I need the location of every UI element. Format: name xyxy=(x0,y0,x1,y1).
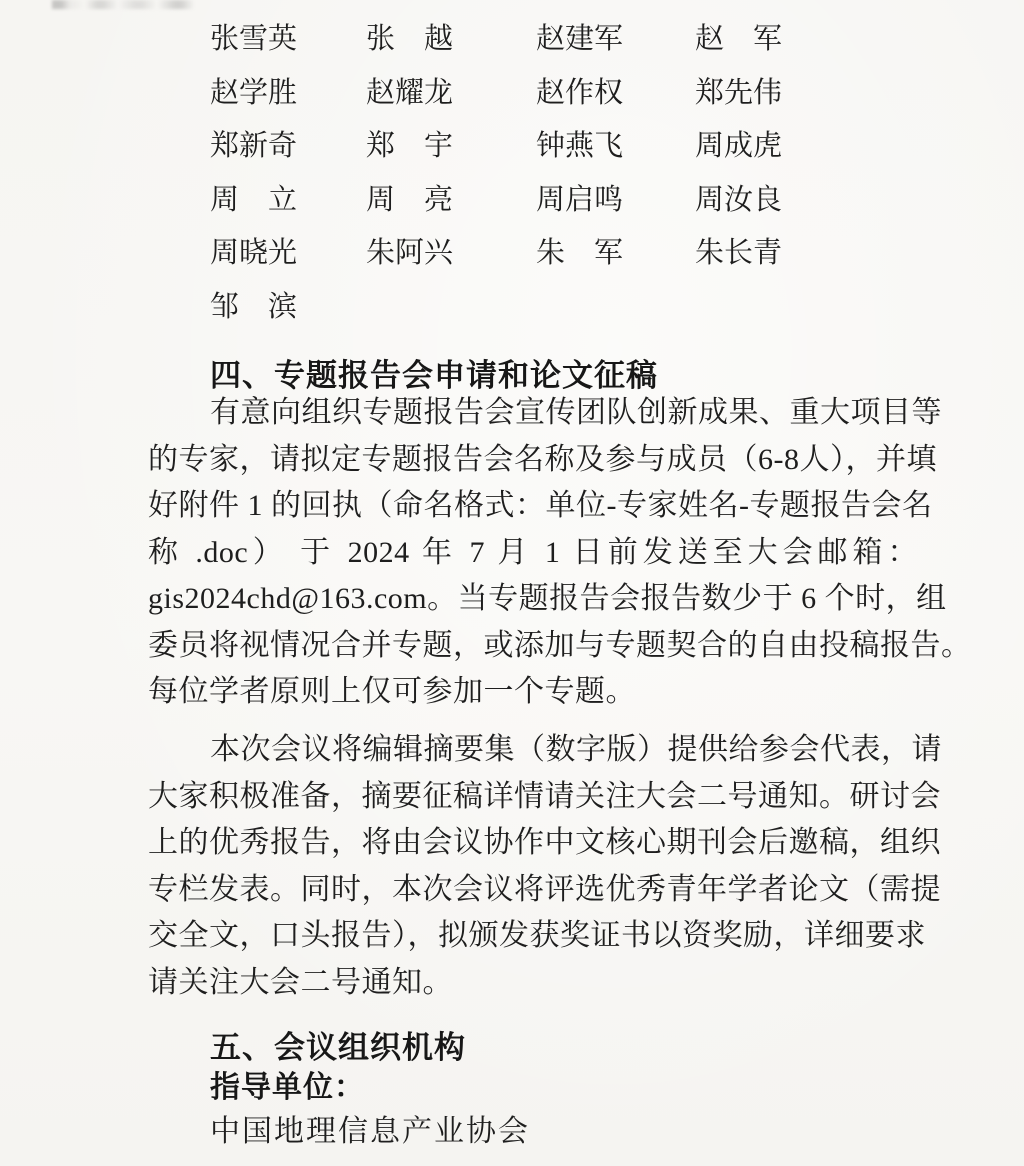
section4-paragraph-2 xyxy=(148,727,942,1006)
name-cell: 赵建军 xyxy=(536,23,624,56)
section4-paragraph-1 xyxy=(148,390,972,716)
body-line: 交全文，口头报告），拟颁发获奖证书以资奖励，详细要求 xyxy=(148,919,926,952)
guiding-unit-org: 中国地理信息产业协会 xyxy=(210,1115,530,1148)
body-line: 每位学者原则上仅可参加一个专题。 xyxy=(148,675,636,708)
name-cell: 郑先伟 xyxy=(695,76,783,109)
body-line: 称 .doc） 于 2024 年 7 月 1 日前发送至大会邮箱： xyxy=(148,535,918,569)
name-cell: 朱阿兴 xyxy=(366,237,454,270)
name-row xyxy=(210,117,944,171)
name-row xyxy=(210,64,944,118)
body-line: 本次会议将编辑摘要集（数字版）提供给参会代表，请 xyxy=(210,733,942,766)
section4-heading: 四、专题报告会申请和论文征稿 xyxy=(210,358,658,393)
name-cell: 周 立 xyxy=(210,183,298,216)
name-cell: 周启鸣 xyxy=(536,183,624,216)
body-line: 专栏发表。同时，本次会议将评选优秀青年学者论文（需提 xyxy=(148,872,941,906)
body-line: 的专家，请拟定专题报告会名称及参与成员（6-8人），并填 xyxy=(148,442,937,476)
body-line: 委员将视情况合并专题，或添加与专题契合的自由投稿报告。 xyxy=(148,628,972,662)
name-cell: 朱 军 xyxy=(536,237,624,270)
name-row xyxy=(210,278,944,332)
name-cell: 张雪英 xyxy=(210,23,298,56)
name-cell: 赵学胜 xyxy=(210,76,298,109)
body-line: 请关注大会二号通知。 xyxy=(148,965,453,999)
name-cell: 周 亮 xyxy=(366,183,454,216)
name-cell: 张 越 xyxy=(366,23,454,56)
section5-heading: 五、会议组织机构 xyxy=(210,1030,466,1065)
name-row xyxy=(210,10,944,64)
name-cell: 朱长青 xyxy=(695,237,783,270)
name-cell: 周汝良 xyxy=(695,183,783,216)
body-line-email: gis2024chd@163.com。当专题报告会报告数少于 6 个时，组 xyxy=(148,582,947,615)
body-line: 上的优秀报告，将由会议协作中文核心期刊会后邀稿，组织 xyxy=(148,826,941,859)
body-line: 大家积极准备，摘要征稿详情请关注大会二号通知。研讨会 xyxy=(148,779,941,813)
scan-edge-artifact xyxy=(52,0,202,9)
name-cell: 邹 滨 xyxy=(210,290,298,323)
name-cell: 赵耀龙 xyxy=(366,76,454,109)
name-row xyxy=(210,224,944,278)
name-cell: 周成虎 xyxy=(695,130,783,163)
guiding-unit-label: 指导单位： xyxy=(210,1071,365,1104)
name-cell: 郑 宇 xyxy=(366,130,454,163)
name-row xyxy=(210,171,944,225)
name-cell: 钟燕飞 xyxy=(536,130,624,163)
committee-name-grid xyxy=(210,10,944,331)
name-cell: 郑新奇 xyxy=(210,130,298,163)
name-cell: 赵作权 xyxy=(536,76,624,109)
body-line: 有意向组织专题报告会宣传团队创新成果、重大项目等 xyxy=(210,396,942,429)
name-cell: 赵 军 xyxy=(695,23,783,56)
body-line: 好附件 1 的回执（命名格式：单位-专家姓名-专题报告会名 xyxy=(148,489,933,522)
name-cell: 周晓光 xyxy=(210,237,298,270)
